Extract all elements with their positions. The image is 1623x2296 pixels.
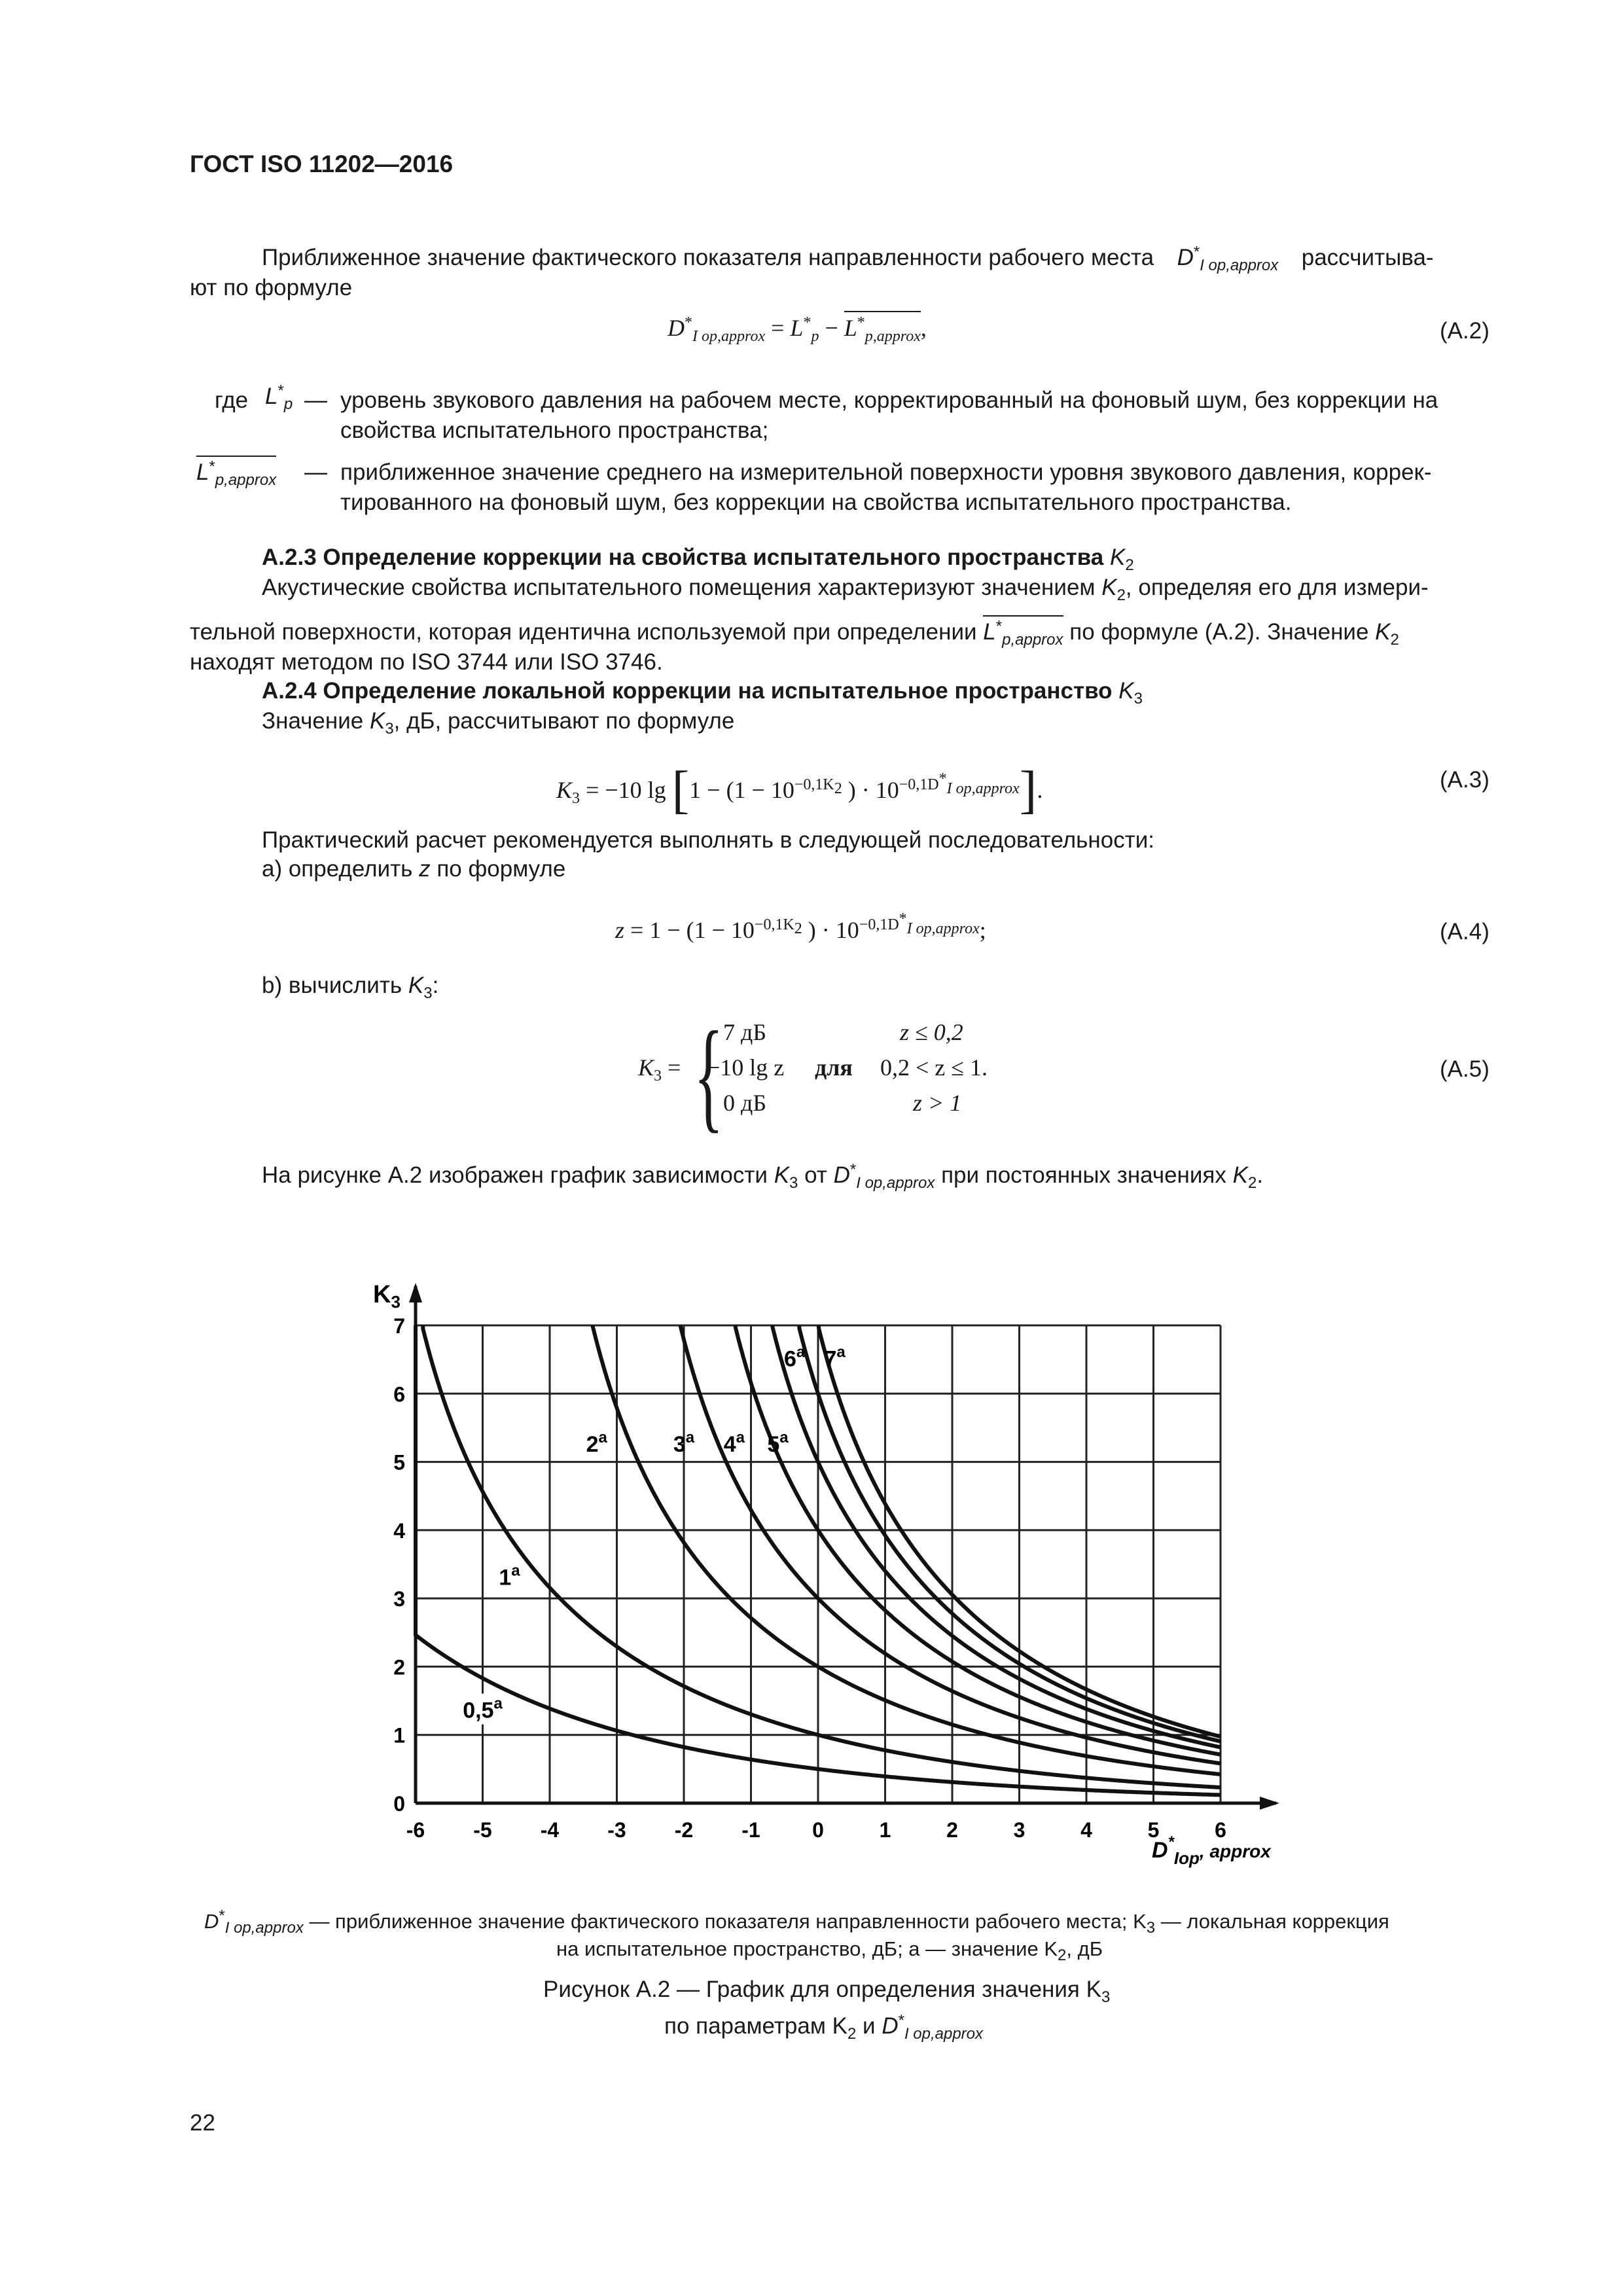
series-label: 7$^a$ <box>824 1343 846 1372</box>
y-tick-label: 7 <box>393 1314 405 1338</box>
x-tick-label: -5 <box>473 1818 492 1842</box>
formula-a5-brace: { <box>694 1007 724 1144</box>
series-label: 6$^a$ <box>783 1343 806 1372</box>
x-tick-label: -1 <box>741 1818 760 1842</box>
where-item1-dash: — <box>304 387 327 413</box>
x-tick-label: 3 <box>1013 1818 1026 1842</box>
formula-a5-row3-cond: z > 1 <box>913 1090 962 1116</box>
figure-intro: На рисунке А.2 изображен график зависимости $K_3$ от $D^*_{I op,approx}$ при постоянных значениях $K_2$. <box>262 1160 1264 1192</box>
where-item2-symbol: $L^*_{p,approx}$ <box>196 458 276 487</box>
y-tick-label: 4 <box>393 1518 405 1543</box>
y-axis-arrow <box>409 1283 422 1302</box>
page-number: 22 <box>190 2110 215 2136</box>
series-label: 5$^a$ <box>767 1428 789 1457</box>
where-item2-text-cont: тированного на фоновый шум, без коррекции на свойства испытательного пространства. <box>340 490 1292 515</box>
series-label: 3$^a$ <box>673 1428 695 1457</box>
x-tick-label: 0 <box>812 1818 824 1842</box>
formula-a5-row2-for: для <box>815 1054 853 1081</box>
x-tick-label: -3 <box>607 1818 626 1842</box>
x-axis-arrow <box>1260 1797 1279 1810</box>
figure-legend-line1: $D^*_{I op,approx}$ — приближенное значение фактического показателя направленности рабочего места; $K_3$ — локальная коррекция <box>204 1907 1389 1937</box>
curve-k2-3a <box>681 1325 1221 1763</box>
x-tick-label: -6 <box>406 1818 425 1842</box>
intro-paragraph: Приближенное значение фактического показателя направленности рабочего места $D^*_{I op,approx}$ рассчитыва- <box>262 243 1434 274</box>
x-tick-label: 6 <box>1215 1818 1226 1842</box>
formula-a3-number: (А.3) <box>1440 767 1489 793</box>
section-a24-heading: А.2.4 Определение локальной коррекции на испытательное пространство $K_3$ <box>262 678 1143 708</box>
series-label: 1$^a$ <box>499 1562 520 1590</box>
formula-a5-row2-cond: 0,2 < z ≤ 1. <box>880 1054 988 1081</box>
section-a23-heading: А.2.3 Определение коррекции на свойства испытательного пространства $K_2$ <box>262 545 1134 574</box>
y-tick-label: 6 <box>393 1382 405 1407</box>
curve-k2-4a <box>736 1325 1221 1755</box>
section-a23-para-line3: находят методом по ISO 3744 или ISO 3746. <box>190 649 663 675</box>
series-label: 0,5$^a$ <box>463 1695 503 1723</box>
figure-caption-line1: Рисунок А.2 — График для определения значения $K_3$ <box>543 1977 1111 2006</box>
intro-paragraph-cont: ют по формуле <box>190 275 353 300</box>
where-label: где <box>215 387 249 413</box>
formula-a5-row1-val: 7 дБ <box>723 1019 766 1045</box>
figure-caption-line2: по параметрам $K_2$ и $D^*_{I op,approx}$ <box>664 2011 984 2043</box>
document-header: ГОСТ ISO 11202—2016 <box>190 151 454 177</box>
formula-a5-row3-val: 0 дБ <box>723 1090 766 1116</box>
series-label: 2$^a$ <box>586 1428 607 1457</box>
where-item2-dash: — <box>304 459 327 485</box>
x-tick-label: -4 <box>540 1818 560 1842</box>
formula-a2: $D^*_{I op,approx} = L^*_p - L^*_{p,approx}$, <box>668 314 927 342</box>
y-tick-label: 0 <box>393 1792 405 1816</box>
y-tick-label: 3 <box>393 1587 405 1611</box>
formula-a3: $K_3 = -10$ $\lg [1 - (1 - 10^{-0,1K_2}$ ) · $10^{-0,1D^*_{I op,approx}}$]. <box>556 761 1043 819</box>
y-tick-label: 2 <box>393 1655 405 1679</box>
step-b: b) вычислить $K_3$: <box>262 973 439 1002</box>
formula-a5-number: (А.5) <box>1440 1056 1489 1082</box>
formula-a4: $z = 1 - (1 - 10^{-0,1K_2}$ ) · $10^{-0,1D^*_{I op,approx}}$; <box>615 910 986 943</box>
x-tick-label: 5 <box>1147 1818 1160 1842</box>
formula-a5-row2-val: −10 lg z <box>707 1054 785 1081</box>
x-tick-label: 1 <box>879 1818 891 1842</box>
section-a23-para-line2: тельной поверхности, которая идентична используемой при определении $L^*_{p,approx}$ по формуле (А.2). Значение $K_2$ <box>190 618 1399 647</box>
x-tick-label: -2 <box>674 1818 694 1842</box>
step-a: a) определить z по формуле <box>262 856 566 882</box>
formula-a2-number: (А.2) <box>1440 318 1489 344</box>
section-a23-para-line1: Акустические свойства испытательного помещения характеризуют значением $K_2$, определяя его для измери- <box>262 575 1429 604</box>
practical-intro: Практический расчет рекомендуется выполнять в следующей последовательности: <box>262 827 1155 853</box>
where-item1-symbol: $L^*_p$ <box>265 382 293 413</box>
section-a24-para: Значение $K_3$, дБ, рассчитывают по формуле <box>262 708 735 738</box>
where-item1-text-cont: свойства испытательного пространства; <box>340 418 769 443</box>
curve-k2-1a <box>423 1325 1221 1787</box>
y-axis-label: $K_3$ <box>373 1281 401 1312</box>
x-tick-label: 4 <box>1080 1818 1092 1842</box>
formula-a5-lhs: $K_3$ = <box>638 1054 681 1085</box>
x-axis-label: $D^*_{Iop}^{, approx}$ <box>1152 1833 1271 1868</box>
formula-a4-number: (А.4) <box>1440 919 1489 944</box>
curve-k2-6a <box>799 1325 1221 1742</box>
figure-legend-line2: на испытательное пространство, дБ; a — значение $K_2$, дБ <box>556 1937 1103 1965</box>
x-tick-label: 2 <box>946 1818 958 1842</box>
where-item1-text: уровень звукового давления на рабочем месте, корректированный на фоновый шум, без коррекции на <box>340 387 1438 413</box>
where-item2-text: приближенное значение среднего на измерительной поверхности уровня звукового давления, коррек- <box>340 459 1432 485</box>
y-tick-label: 5 <box>393 1450 405 1475</box>
series-label: 4$^a$ <box>723 1428 745 1457</box>
formula-a5-row1-cond: z ≤ 0,2 <box>900 1019 963 1045</box>
y-tick-label: 1 <box>393 1723 405 1748</box>
